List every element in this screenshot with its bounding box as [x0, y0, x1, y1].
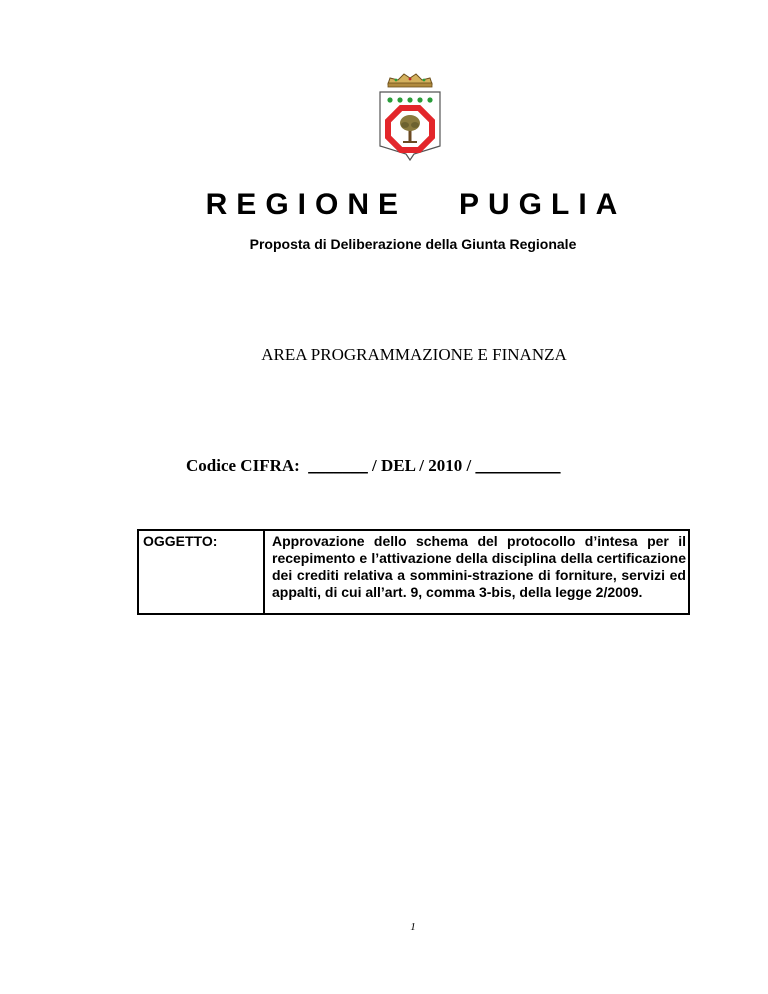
area-heading: AREA PROGRAMMAZIONE E FINANZA [261, 345, 567, 364]
subject-label: OGGETTO: [143, 533, 218, 549]
cifra-code-blank-1: _______ [308, 456, 368, 475]
cifra-code-blank-2: __________ [475, 456, 561, 475]
cifra-code-line [186, 456, 560, 476]
region-title: REGIONE PUGLIA [205, 188, 627, 221]
subject-text: Approvazione dello schema del protocollo d’intesa per il recepimento e l’attivazione della disciplina della certificazione dei crediti relativa a sommini-strazione di forniture, servizi ed appalti, di cui all’art. 9, comma 3-bis, della legge 2/2009. [272, 533, 686, 600]
page-number: 1 [410, 921, 416, 933]
regione-puglia-emblem-icon [374, 70, 446, 162]
subject-box-divider [263, 529, 265, 615]
cifra-code-label: Codice CIFRA: [186, 456, 300, 475]
document-subtitle: Proposta di Deliberazione della Giunta Regionale [249, 236, 577, 252]
cifra-code-middle: / DEL / 2010 / [367, 456, 476, 475]
